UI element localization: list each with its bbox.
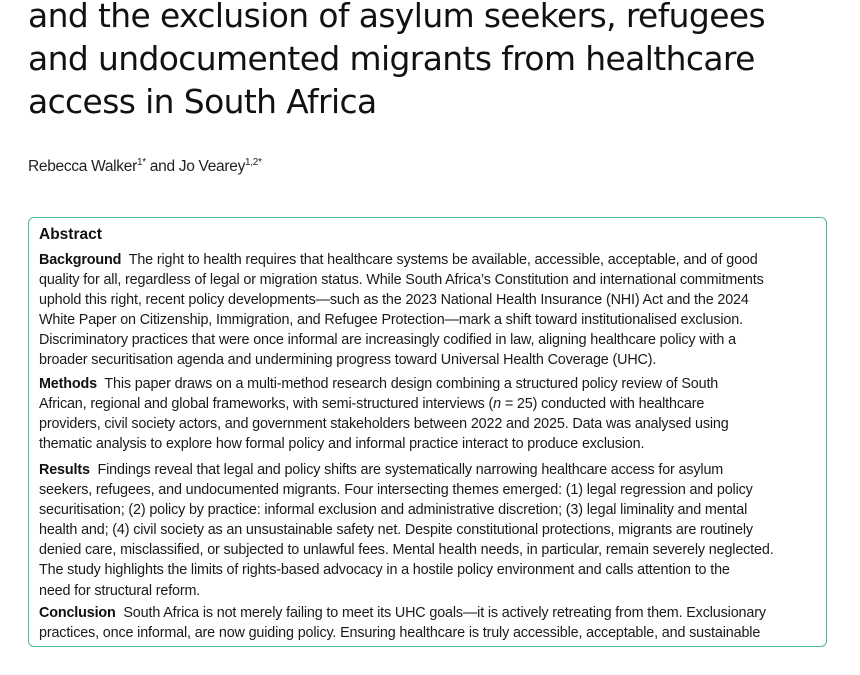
author-name[interactable]: Jo Vearey (178, 158, 246, 175)
background-label: Background (39, 252, 122, 268)
abstract-results (39, 460, 827, 601)
methods-text: This paper draws on a multi-method research design combining a structured policy review of South (104, 376, 719, 392)
methods-line (39, 394, 827, 414)
title-line: and undocumented migrants from healthcare (28, 39, 755, 78)
methods-label: Methods (39, 376, 97, 392)
background-line: uphold this right, recent policy developments—such as the 2023 National Health Insurance (NHI) Act and the 2024 (39, 292, 749, 309)
results-text: Findings reveal that legal and policy shifts are systematically narrowing healthcare access for asylum (97, 462, 724, 478)
methods-line: thematic analysis to explore how formal policy and informal practice interact to produce exclusion. (39, 436, 645, 453)
author-joiner: and (145, 158, 179, 175)
author-affiliation-marker: 1* (136, 157, 146, 168)
title-line: and the exclusion of asylum seekers, refugees (28, 0, 766, 35)
methods-text: = 25) conducted with healthcare (501, 396, 705, 413)
conclusion-line (39, 603, 827, 623)
author-affiliation-marker: 1,2* (245, 157, 262, 168)
results-line (39, 460, 827, 480)
methods-text: African, regional and global frameworks, with semi-structured interviews ( (39, 396, 494, 413)
results-line: The study highlights the limits of rights-based advocacy in a hostile policy environment and calls attention to the (39, 562, 730, 579)
background-line: broader securitisation agenda and undermining progress toward Universal Health Coverage (UHC). (39, 352, 657, 369)
background-line: White Paper on Citizenship, Immigration, and Refugee Protection—mark a shift toward institutionalised exclusion. (39, 312, 743, 329)
methods-line: providers, civil society actors, and government stakeholders between 2022 and 2025. Data was analysed using (39, 416, 729, 433)
abstract-box (28, 217, 827, 647)
paper-title (28, 0, 848, 123)
results-line: denied care, misclassified, or subjected to unlawful fees. Mental health needs, in particular, remain severely neglected. (39, 542, 774, 559)
abstract-heading: Abstract (39, 226, 102, 243)
background-line: quality for all, regardless of legal or migration status. While South Africa’s Constitution and international commitments (39, 272, 764, 289)
results-line: securitisation; (2) policy by practice: informal exclusion and administrative discretion; (3) legal liminality and mental (39, 502, 748, 519)
results-label: Results (39, 462, 90, 478)
results-line: need for structural reform. (39, 582, 201, 599)
background-text: The right to health requires that healthcare systems be available, accessible, acceptable, and of good (128, 252, 758, 268)
author-list (28, 158, 262, 176)
conclusion-line: practices, once informal, are now guiding policy. Ensuring healthcare is truly accessible, acceptable, and sustainable (39, 625, 761, 642)
background-line: Discriminatory practices that were once informal are increasingly codified in law, aligning healthcare policy with a (39, 332, 736, 349)
abstract-background (39, 250, 827, 371)
results-line: health and; (4) civil society as an unsustainable safety net. Despite constitutional protections, migrants are routinely (39, 522, 753, 539)
title-line: access in South Africa (28, 82, 377, 121)
results-line: seekers, refugees, and undocumented migrants. Four intersecting themes emerged: (1) legal regression and policy (39, 482, 753, 499)
abstract-methods (39, 374, 827, 454)
sample-size-symbol: n (493, 396, 502, 413)
abstract-conclusion (39, 603, 827, 643)
methods-line (39, 374, 827, 394)
background-line (39, 250, 827, 270)
conclusion-label: Conclusion (39, 605, 116, 621)
author-name[interactable]: Rebecca Walker (28, 158, 137, 175)
conclusion-text: South Africa is not merely failing to meet its UHC goals—it is actively retreating from them. Exclusionary (123, 605, 766, 621)
